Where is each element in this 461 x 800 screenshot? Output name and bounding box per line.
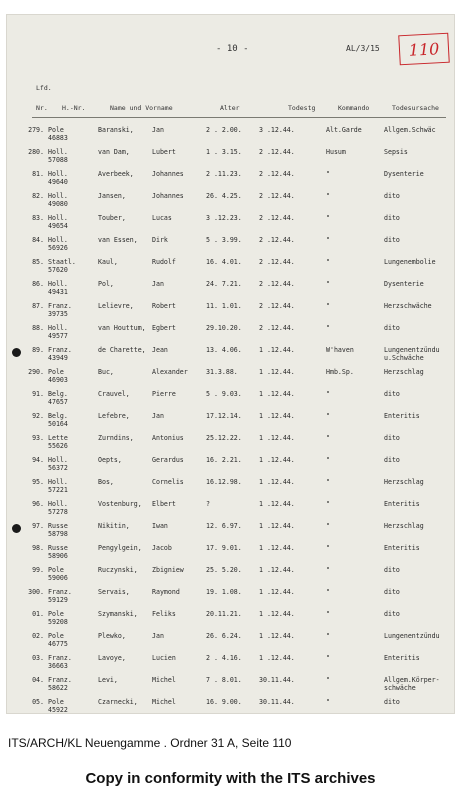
row-cause: dito (384, 610, 400, 618)
row-death-date: 1 .12.44. (259, 654, 295, 662)
row-surname: van Essen, (98, 236, 138, 244)
row-birthdate: 3 .12.23. (206, 214, 242, 222)
row-number: 92. (32, 412, 44, 420)
row-firstname: Jan (152, 412, 164, 420)
row-firstname: Zbigniew (152, 566, 184, 574)
row-surname: Vostenburg, (98, 500, 142, 508)
row-cause: Allgem.Schwäc (384, 126, 436, 134)
row-surname: Jansen, (98, 192, 126, 200)
row-prisoner-number: 56926 (48, 244, 68, 252)
row-prisoner-number: 47657 (48, 398, 68, 406)
row-cause-continued: u.Schwäche (384, 354, 424, 362)
row-surname: Pengylgein, (98, 544, 142, 552)
row-prisoner-number: 46775 (48, 640, 68, 648)
row-number: 280. (28, 148, 44, 156)
header-nr: Nr. (36, 104, 48, 112)
row-cause: dito (384, 456, 400, 464)
row-cause: dito (384, 588, 400, 596)
row-nationality: Holl. (48, 148, 68, 156)
row-prisoner-number: 49431 (48, 288, 68, 296)
header-divider (32, 117, 446, 118)
row-surname: Baranski, (98, 126, 134, 134)
table-row (6, 586, 455, 608)
row-death-date: 2 .12.44. (259, 170, 295, 178)
page-reference: AL/3/15 (346, 44, 380, 53)
row-birthdate: 29.10.20. (206, 324, 242, 332)
row-nationality: Holl. (48, 192, 68, 200)
row-birthdate: 16. 9.00. (206, 698, 242, 706)
row-kommando: " (326, 456, 330, 464)
row-cause: Enteritis (384, 654, 420, 662)
row-birthdate: 17.12.14. (206, 412, 242, 420)
row-number: 89. (32, 346, 44, 354)
row-cause: Enteritis (384, 500, 420, 508)
row-firstname: Raymond (152, 588, 180, 596)
row-birthdate: ? (206, 500, 210, 508)
row-cause: dito (384, 214, 400, 222)
row-death-date: 2 .12.44. (259, 302, 295, 310)
row-surname: Touber, (98, 214, 126, 222)
archive-caption: ITS/ARCH/KL Neuengamme . Ordner 31 A, Seite 110 (8, 736, 292, 750)
row-death-date: 1 .12.44. (259, 412, 295, 420)
table-row (6, 168, 455, 190)
row-prisoner-number: 49080 (48, 200, 68, 208)
row-number: 82. (32, 192, 44, 200)
row-kommando: Hmb.Sp. (326, 368, 354, 376)
row-death-date: 30.11.44. (259, 676, 295, 684)
row-birthdate: 13. 4.06. (206, 346, 242, 354)
row-birthdate: 1 . 3.15. (206, 148, 242, 156)
row-birthdate: 12. 6.97. (206, 522, 242, 530)
row-firstname: Cornelis (152, 478, 184, 486)
row-nationality: Holl. (48, 500, 68, 508)
row-birthdate: 26. 4.25. (206, 192, 242, 200)
row-death-date: 2 .12.44. (259, 280, 295, 288)
row-death-date: 1 .12.44. (259, 610, 295, 618)
row-number: 85. (32, 258, 44, 266)
row-birthdate: 25.12.22. (206, 434, 242, 442)
row-surname: Ruczynski, (98, 566, 138, 574)
row-firstname: Rudolf (152, 258, 176, 266)
table-row (6, 256, 455, 278)
row-number: 93. (32, 434, 44, 442)
table-row (6, 300, 455, 322)
row-death-date: 2 .12.44. (259, 324, 295, 332)
row-firstname: Robert (152, 302, 176, 310)
row-prisoner-number: 57278 (48, 508, 68, 516)
row-birthdate: 26. 6.24. (206, 632, 242, 640)
row-birthdate: 2 . 2.00. (206, 126, 242, 134)
row-cause: Dysenterie (384, 280, 424, 288)
row-surname: Buc, (98, 368, 114, 376)
row-kommando: " (326, 280, 330, 288)
row-kommando: " (326, 544, 330, 552)
conformity-note: Copy in conformity with the ITS archives (85, 770, 376, 787)
row-cause: Herzschlag (384, 368, 424, 376)
row-cause: dito (384, 390, 400, 398)
row-prisoner-number: 58906 (48, 552, 68, 560)
table-row (6, 520, 455, 542)
row-death-date: 1 .12.44. (259, 588, 295, 596)
row-prisoner-number: 59129 (48, 596, 68, 604)
row-firstname: Michel (152, 698, 176, 706)
row-prisoner-number: 55626 (48, 442, 68, 450)
row-firstname: Jacob (152, 544, 172, 552)
row-birthdate: 11. 1.01. (206, 302, 242, 310)
table-row (6, 498, 455, 520)
row-death-date: 2 .12.44. (259, 214, 295, 222)
row-kommando: " (326, 236, 330, 244)
row-nationality: Belg. (48, 412, 68, 420)
row-cause: Lungenentzündu (384, 632, 440, 640)
row-nationality: Pole (48, 610, 64, 618)
row-death-date: 1 .12.44. (259, 368, 295, 376)
row-cause: dito (384, 698, 400, 706)
row-surname: Zurndins, (98, 434, 134, 442)
table-row (6, 608, 455, 630)
row-nationality: Franz. (48, 302, 72, 310)
row-death-date: 1 .12.44. (259, 434, 295, 442)
row-prisoner-number: 49577 (48, 332, 68, 340)
punch-hole (12, 524, 21, 533)
row-kommando: " (326, 676, 330, 684)
row-firstname: Jan (152, 126, 164, 134)
row-birthdate: 7 . 8.01. (206, 676, 242, 684)
row-firstname: Michel (152, 676, 176, 684)
row-surname: Servais, (98, 588, 130, 596)
row-kommando: Alt.Garde (326, 126, 362, 134)
row-firstname: Lucien (152, 654, 176, 662)
row-number: 03. (32, 654, 44, 662)
table-row (6, 322, 455, 344)
row-firstname: Johannes (152, 170, 184, 178)
row-prisoner-number: 46903 (48, 376, 68, 384)
row-surname: Plewko, (98, 632, 126, 640)
row-kommando: Husum (326, 148, 346, 156)
row-birthdate: 16.12.98. (206, 478, 242, 486)
row-nationality: Lette (48, 434, 68, 442)
row-number: 04. (32, 676, 44, 684)
row-kommando: " (326, 610, 330, 618)
row-nationality: Russe (48, 544, 68, 552)
row-death-date: 2 .12.44. (259, 148, 295, 156)
row-surname: Oepts, (98, 456, 122, 464)
row-firstname: Lubert (152, 148, 176, 156)
table-row (6, 344, 455, 366)
row-kommando: " (326, 632, 330, 640)
row-surname: Kaul, (98, 258, 118, 266)
row-cause: Sepsis (384, 148, 408, 156)
row-nationality: Franz. (48, 676, 72, 684)
table-row (6, 542, 455, 564)
table-row (6, 674, 455, 696)
row-nationality: Holl. (48, 478, 68, 486)
row-surname: Szymanski, (98, 610, 138, 618)
table-row (6, 564, 455, 586)
row-prisoner-number: 57221 (48, 486, 68, 494)
table-row (6, 366, 455, 388)
row-number: 98. (32, 544, 44, 552)
row-birthdate: 24. 7.21. (206, 280, 242, 288)
header-todestag: Todestg (288, 104, 316, 112)
row-number: 300. (28, 588, 44, 596)
row-kommando: " (326, 412, 330, 420)
row-birthdate: 16. 4.01. (206, 258, 242, 266)
row-death-date: 1 .12.44. (259, 500, 295, 508)
table-header (32, 104, 452, 116)
row-firstname: Iwan (152, 522, 168, 530)
header-todesursache: Todesursache (392, 104, 439, 112)
row-firstname: Jan (152, 632, 164, 640)
death-register-table (6, 124, 455, 714)
row-nationality: Holl. (48, 170, 68, 178)
document-scan (6, 14, 455, 714)
row-birthdate: 19. 1.08. (206, 588, 242, 596)
row-nationality: Holl. (48, 324, 68, 332)
row-prisoner-number: 56372 (48, 464, 68, 472)
row-death-date: 1 .12.44. (259, 632, 295, 640)
row-cause: Allgem.Körper- (384, 676, 440, 684)
table-row (6, 652, 455, 674)
row-surname: de Charette, (98, 346, 146, 354)
row-surname: Lavoye, (98, 654, 126, 662)
row-surname: Averbeek, (98, 170, 134, 178)
row-cause-continued: schwäche (384, 684, 416, 692)
row-surname: Czarnecki, (98, 698, 138, 706)
row-prisoner-number: 49654 (48, 222, 68, 230)
row-firstname: Pierre (152, 390, 176, 398)
row-birthdate: 25. 5.20. (206, 566, 242, 574)
header-kommando: Kommando (338, 104, 370, 112)
row-death-date: 1 .12.44. (259, 390, 295, 398)
row-nationality: Holl. (48, 236, 68, 244)
row-number: 91. (32, 390, 44, 398)
table-row (6, 410, 455, 432)
row-cause: dito (384, 236, 400, 244)
row-kommando: " (326, 478, 330, 486)
table-row (6, 476, 455, 498)
table-row (6, 234, 455, 256)
row-prisoner-number: 49640 (48, 178, 68, 186)
row-nationality: Pole (48, 126, 64, 134)
row-cause: dito (384, 192, 400, 200)
row-nationality: Pole (48, 698, 64, 706)
row-firstname: Feliks (152, 610, 176, 618)
row-number: 86. (32, 280, 44, 288)
row-number: 01. (32, 610, 44, 618)
row-prisoner-number: 57620 (48, 266, 68, 274)
table-row (6, 278, 455, 300)
archive-stamp: 110 (398, 33, 450, 66)
row-firstname: Dirk (152, 236, 168, 244)
row-birthdate: 5 . 9.03. (206, 390, 242, 398)
row-number: 88. (32, 324, 44, 332)
row-number: 83. (32, 214, 44, 222)
row-surname: Pol, (98, 280, 114, 288)
row-surname: Nikitin, (98, 522, 130, 530)
table-row (6, 454, 455, 476)
row-death-date: 2 .12.44. (259, 258, 295, 266)
row-birthdate: 16. 2.21. (206, 456, 242, 464)
row-surname: Bos, (98, 478, 114, 486)
row-firstname: Egbert (152, 324, 176, 332)
row-nationality: Staatl. (48, 258, 76, 266)
row-kommando: " (326, 170, 330, 178)
table-row (6, 696, 455, 714)
row-prisoner-number: 57088 (48, 156, 68, 164)
row-kommando: " (326, 522, 330, 530)
table-row (6, 190, 455, 212)
row-number: 279. (28, 126, 44, 134)
row-nationality: Pole (48, 368, 64, 376)
header-name: Name und Vorname (110, 104, 173, 112)
table-row (6, 388, 455, 410)
row-kommando: " (326, 654, 330, 662)
table-row (6, 630, 455, 652)
row-cause: Lungenentzündu (384, 346, 440, 354)
row-cause: Herzschlag (384, 478, 424, 486)
row-prisoner-number: 43949 (48, 354, 68, 362)
row-surname: Levi, (98, 676, 118, 684)
row-nationality: Russe (48, 522, 68, 530)
row-number: 87. (32, 302, 44, 310)
lfd-label: Lfd. (36, 84, 52, 92)
row-nationality: Pole (48, 566, 64, 574)
row-death-date: 1 .12.44. (259, 566, 295, 574)
row-birthdate: 2 .11.23. (206, 170, 242, 178)
row-number: 81. (32, 170, 44, 178)
table-row (6, 124, 455, 146)
row-kommando: " (326, 302, 330, 310)
table-row (6, 146, 455, 168)
row-birthdate: 31.3.88. (206, 368, 238, 376)
row-surname: Lelievre, (98, 302, 134, 310)
row-number: 95. (32, 478, 44, 486)
row-death-date: 3 .12.44. (259, 126, 295, 134)
row-kommando: " (326, 258, 330, 266)
row-firstname: Alexander (152, 368, 188, 376)
row-cause: Herzschwäche (384, 302, 432, 310)
row-birthdate: 17. 9.01. (206, 544, 242, 552)
row-cause: Enteritis (384, 544, 420, 552)
row-firstname: Jean (152, 346, 168, 354)
row-death-date: 1 .12.44. (259, 522, 295, 530)
row-surname: van Houttum, (98, 324, 146, 332)
row-cause: Enteritis (384, 412, 420, 420)
row-cause: Herzschlag (384, 522, 424, 530)
row-kommando: " (326, 324, 330, 332)
row-death-date: 1 .12.44. (259, 478, 295, 486)
row-firstname: Elbert (152, 500, 176, 508)
row-death-date: 1 .12.44. (259, 544, 295, 552)
punch-hole (12, 348, 21, 357)
row-firstname: Lucas (152, 214, 172, 222)
row-nationality: Franz. (48, 654, 72, 662)
table-row (6, 212, 455, 234)
row-death-date: 1 .12.44. (259, 346, 295, 354)
row-firstname: Jan (152, 280, 164, 288)
table-row (6, 432, 455, 454)
row-nationality: Holl. (48, 456, 68, 464)
row-kommando: W'haven (326, 346, 354, 354)
row-cause: dito (384, 566, 400, 574)
row-kommando: " (326, 588, 330, 596)
row-death-date: 2 .12.44. (259, 236, 295, 244)
row-nationality: Holl. (48, 214, 68, 222)
row-birthdate: 2 . 4.16. (206, 654, 242, 662)
row-prisoner-number: 45922 (48, 706, 68, 714)
header-alter: Alter (220, 104, 240, 112)
row-cause: dito (384, 434, 400, 442)
page-number: - 10 - (216, 44, 249, 54)
row-firstname: Gerardus (152, 456, 184, 464)
row-prisoner-number: 58622 (48, 684, 68, 692)
row-firstname: Antonius (152, 434, 184, 442)
row-prisoner-number: 59208 (48, 618, 68, 626)
row-number: 97. (32, 522, 44, 530)
row-firstname: Johannes (152, 192, 184, 200)
row-nationality: Pole (48, 632, 64, 640)
row-cause: Lungenembolie (384, 258, 436, 266)
row-birthdate: 20.11.21. (206, 610, 242, 618)
row-kommando: " (326, 390, 330, 398)
row-number: 94. (32, 456, 44, 464)
row-kommando: " (326, 500, 330, 508)
row-nationality: Belg. (48, 390, 68, 398)
row-surname: Lefebre, (98, 412, 130, 420)
row-nationality: Holl. (48, 280, 68, 288)
row-kommando: " (326, 214, 330, 222)
row-number: 290. (28, 368, 44, 376)
row-nationality: Franz. (48, 346, 72, 354)
row-cause: dito (384, 324, 400, 332)
row-kommando: " (326, 698, 330, 706)
row-number: 96. (32, 500, 44, 508)
row-number: 99. (32, 566, 44, 574)
row-kommando: " (326, 192, 330, 200)
row-prisoner-number: 58798 (48, 530, 68, 538)
row-death-date: 1 .12.44. (259, 456, 295, 464)
row-surname: van Dam, (98, 148, 130, 156)
row-surname: Crauvel, (98, 390, 130, 398)
row-prisoner-number: 36663 (48, 662, 68, 670)
row-prisoner-number: 50164 (48, 420, 68, 428)
header-hnr: H.-Nr. (62, 104, 86, 112)
row-kommando: " (326, 434, 330, 442)
row-number: 84. (32, 236, 44, 244)
row-death-date: 2 .12.44. (259, 192, 295, 200)
row-number: 05. (32, 698, 44, 706)
row-kommando: " (326, 566, 330, 574)
row-birthdate: 5 . 3.99. (206, 236, 242, 244)
row-number: 02. (32, 632, 44, 640)
row-prisoner-number: 46883 (48, 134, 68, 142)
row-death-date: 30.11.44. (259, 698, 295, 706)
row-prisoner-number: 39735 (48, 310, 68, 318)
row-nationality: Franz. (48, 588, 72, 596)
row-cause: Dysenterie (384, 170, 424, 178)
row-prisoner-number: 59006 (48, 574, 68, 582)
